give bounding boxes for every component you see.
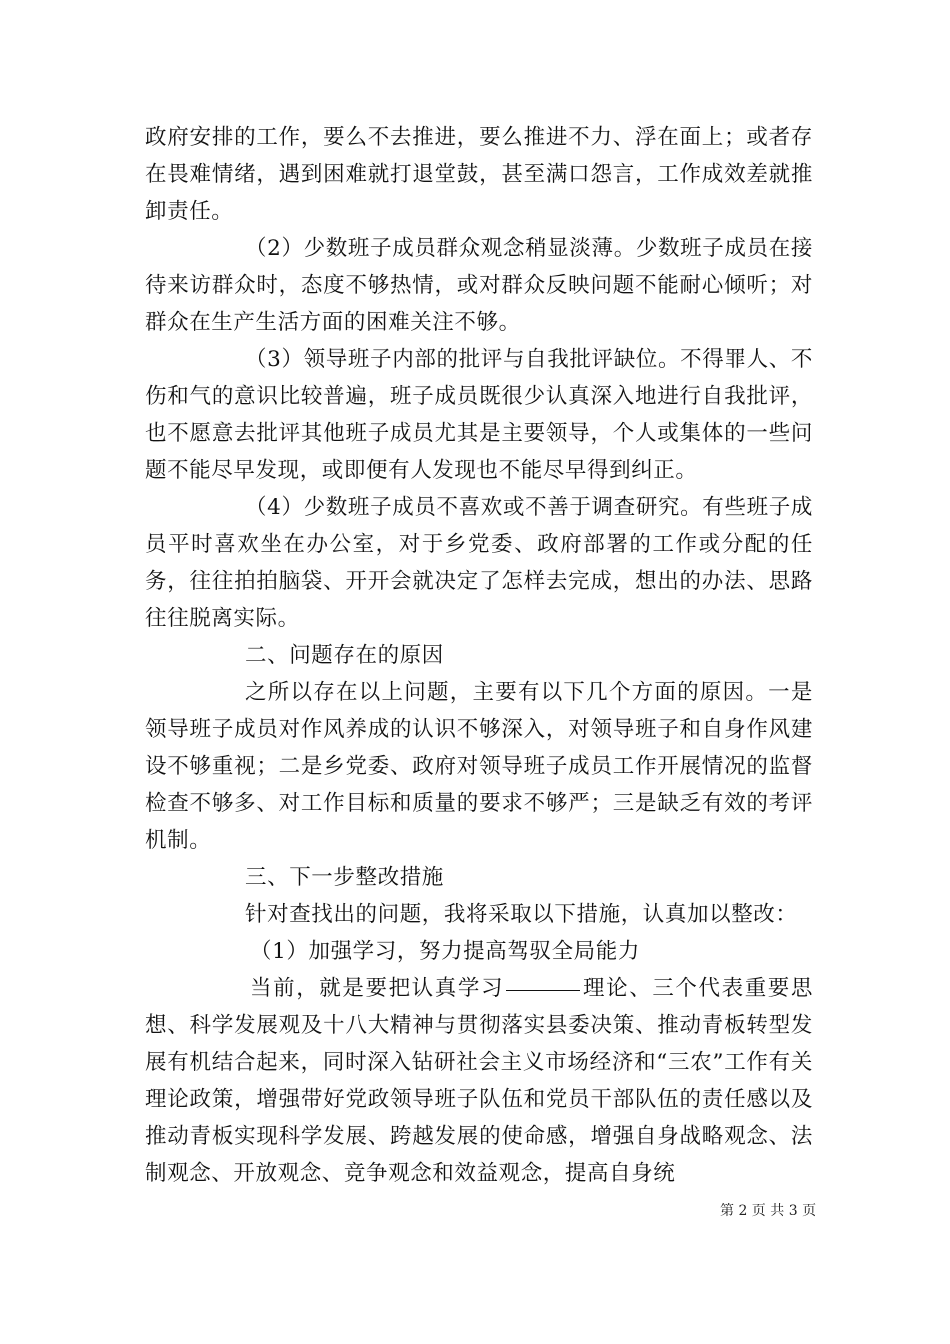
section-heading-causes: 二、问题存在的原因 [245, 643, 444, 668]
blank-underline [506, 989, 580, 991]
paragraph-measure-1-part-b: 理论、三个代表重要思想、科学发展观及十八大精神与贯彻落实县委决策、推动青板转型发展有机结合起来，同时深入钻研社会主义市场经济和“三农”工作有关理论政策，增强带好党政领导班子队伍和党员干部队伍的责任感以及推动青板实现科学发展、跨越发展的使命感，增强自身战略观念、法制观念、开放观念、竞争观念和效益观念，提高自身统 [145, 976, 813, 1186]
paragraph-item-2: （2）少数班子成员群众观念稍显淡薄。少数班子成员在接待来访群众时，态度不够热情，或对群众反映问题不能耐心倾听；对群众在生产生活方面的困难关注不够。 [145, 236, 813, 335]
paragraph-measure-1-part-a: 当前，就是要把认真学习 [250, 976, 505, 1001]
paragraph-measures-intro: 针对查找出的问题，我将采取以下措施，认真加以整改： [245, 902, 798, 927]
paragraph-measure-1 [145, 970, 813, 1192]
subheading-measure-1: （1）加强学习，努力提高驾驭全局能力 [250, 939, 640, 964]
document-body [145, 119, 813, 1192]
paragraph-causes: 之所以存在以上问题，主要有以下几个方面的原因。一是领导班子成员对作风养成的认识不够深入，对领导班子和自身作风建设不够重视；二是乡党委、政府对领导班子成员工作开展情况的监督检查不够多、对工作目标和质量的要求不够严；三是缺乏有效的考评机制。 [145, 680, 813, 853]
paragraph-item-4: （4）少数班子成员不喜欢或不善于调查研究。有些班子成员平时喜欢坐在办公室，对于乡党委、政府部署的工作或分配的任务，往往拍拍脑袋、开开会就决定了怎样去完成，想出的办法、思路往往脱离实际。 [145, 495, 813, 631]
section-heading-measures: 三、下一步整改措施 [245, 865, 444, 890]
paragraph-item-3: （3）领导班子内部的批评与自我批评缺位。不得罪人、不伤和气的意识比较普遍，班子成员既很少认真深入地进行自我批评，也不愿意去批评其他班子成员尤其是主要领导，个人或集体的一些问题不能尽早发现，或即便有人发现也不能尽早得到纠正。 [145, 347, 813, 483]
paragraph-continuation: 政府安排的工作，要么不去推进，要么推进不力、浮在面上；或者存在畏难情绪，遇到困难就打退堂鼓，甚至满口怨言，工作成效差就推卸责任。 [145, 125, 813, 224]
page-number-footer: 第 2 页 共 3 页 [720, 1203, 817, 1219]
